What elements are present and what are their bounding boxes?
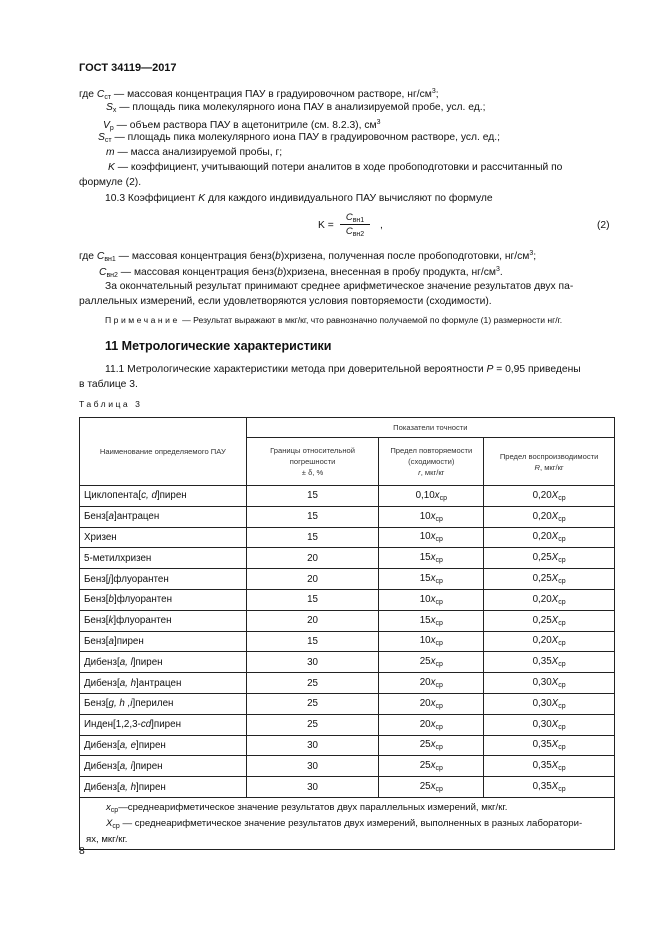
pah-name: Бенз[a]пирен [80,631,247,652]
reproducibility: $0,30X_{ср}$ [484,693,615,714]
repeatability: $25x_{ср}$ [379,777,484,798]
definition-line: $V_р$ — объем раствора ПАУ в ацетонитриле (см. 8.2.3), $см^3$ [103,119,381,132]
table-row [80,735,615,756]
formula-definition-line: $C_{вн2}$ — массовая концентрация бенз(b)хризена, внесенная в пробу продукта, $нг/см^3$. [99,266,503,279]
repeatability: $20x_{ср}$ [379,714,484,735]
table-row [80,569,615,590]
reproducibility: $0,35X_{ср}$ [484,735,615,756]
reproducibility: $0,25X_{ср}$ [484,548,615,569]
table-caption: Таблица 3 [79,399,143,409]
definition-line: K — коэффициент, учитывающий потери аналитов в ходе пробоподготовки и рассчитанный по [108,162,563,173]
repeatability: $15x_{ср}$ [379,610,484,631]
paragraph-10-3: 10.3 Коэффициент K для каждого индивидуального ПАУ вычисляют по формуле [105,193,493,204]
pah-name: Бенз[k]флуорантен [80,610,247,631]
reproducibility: $0,35X_{ср}$ [484,652,615,673]
pah-name: Хризен [80,527,247,548]
reproducibility: $0,20X_{ср}$ [484,589,615,610]
final-result-paragraph-cont: раллельных измерений, если удовлетворяются условия повторяемости (сходимости). [79,296,492,307]
definition-line: где $C_{ст}$ — массовая концентрация ПАУ в градуировочном растворе, $нг/см^3$; [79,88,439,101]
error-bound: 20 [246,610,379,631]
table-row [80,631,615,652]
pah-name: Бенз[b]флуорантен [80,589,247,610]
repeatability: $20x_{ср}$ [379,673,484,694]
pah-name: 5-метилхризен [80,548,247,569]
section-title: 11 Метрологические характеристики [105,339,332,353]
repeatability: $10x_{ср}$ [379,506,484,527]
header-name: Наименование определяемого ПАУ [80,418,247,486]
table-row [80,527,615,548]
pah-name: Бенз[j]флуорантен [80,569,247,590]
error-bound: 15 [246,527,379,548]
table-row [80,652,615,673]
pah-name: Дибенз[a, e]пирен [80,735,247,756]
error-bound: 30 [246,777,379,798]
table-footnote: $x_{ср}—среднеарифметическое$ значение результатов двух параллельных измерений, мкг/кг. $X_{ср}$ — среднеарифметическое значение результатов двух измерений, выполненных в разных лаборатори- ях, мкг/кг. [80,797,615,849]
reproducibility: $0,25X_{ср}$ [484,569,615,590]
reproducibility: $0,25X_{ср}$ [484,610,615,631]
header-reproducibility: Предел воспроизводимости R, мкг/кг [484,438,615,486]
repeatability: $15x_{ср}$ [379,548,484,569]
error-bound: 20 [246,548,379,569]
pah-name: Инден[1,2,3-cd]пирен [80,714,247,735]
table-row [80,486,615,507]
repeatability: $25x_{ср}$ [379,756,484,777]
reproducibility: $0,20X_{ср}$ [484,506,615,527]
paragraph-11-1: 11.1 Метрологические характеристики метода при доверительной вероятности P = 0,95 приведены [105,364,581,375]
error-bound: 25 [246,673,379,694]
reproducibility: $0,20X_{ср}$ [484,486,615,507]
definition-line: $S_x$ — площадь пика молекулярного иона ПАУ в анализируемой пробе, усл. ед.; [106,102,486,114]
table-row [80,506,615,527]
metrology-table [79,417,615,850]
header-error-bounds: Границы относительной погрешности ± δ, % [246,438,379,486]
error-bound: 30 [246,735,379,756]
table-row [80,693,615,714]
table-row [80,673,615,694]
repeatability: $15x_{ср}$ [379,569,484,590]
document-page: ГОСТ 34119—2017 где $C_{ст}$ — массовая концентрация ПАУ в градуировочном растворе, $нг/см^3$; $S_x$ — площадь пика молекулярного иона ПАУ в анализируемой пробе, усл. ед.; $V_р$ — объем раствора ПАУ в ацетонитриле (см. 8.2.3), $см^3$ $S_{ст}$ — площадь пика молекулярного иона ПАУ в градуировочном растворе, усл. ед.; m — масса анализируемой пробы, г; K — коэффициент, учитывающий потери аналитов в ходе пробоподготовки и рассчитанный по формуле (2). 10.3 Коэффициент K для каждого индивидуального ПАУ вычисляют по формуле K = $C_{вн1}$ $C_{вн2}$ , (2) где $C_{вн1}$ — массовая концентрация бенз(b)хризена, полученная после пробоподготовки, $нг/см^3$; $C_{вн2}$ — массовая концентрация бенз(b)хризена, внесенная в пробу продукта, $нг/см^3$. За окончательный результат принимают среднее арифметическое значение результатов двух па- раллельных измерений, если удовлетворяются условия повторяемости (сходимости). Примечание — Результат выражают в мкг/кг, что равнозначно получаемой по формуле (1) размерности нг/г. 11 Метрологические характеристики 11.1 Метрологические характеристики метода при доверительной вероятности P = 0,95 приведены в таблице 3. Таблица 3 Наименование определяемого ПАУ Показатели точности Границы относительной погрешности ± δ, % Предел повторяемости (сходимости) r, мкг/кг Предел воспроизводимости R, мкг/кг Циклопента[c, d]пирен 15 $0,10x_{ср}$ $0,20X_{ср}$ Бенз[a]антрацен 15 $10x_{ср}$ $0,20X_{ср}$ Хризен 15 $10x_{ср}$ $0,20X_{ср}$ 5-метилхризен 20 $15x_{ср}$ $0,25X_{ср}$ Бенз[j]флуорантен 20 $15x_{ср}$ $0,25X_{ср}$ Бенз[b]флуорантен 15 $10x_{ср}$ $0,20X_{ср}$ Бенз[k]флуорантен 20 $15x_{ср}$ $0,25X_{ср}$ Бенз[a]пирен 15 $10x_{ср}$ $0,20X_{ср}$ Дибенз[a, l]пирен 30 $25x_{ср}$ $0,35X_{ср}$ Дибенз[a, h]антрацен 25 $20x_{ср}$ $0,30X_{ср}$ Бенз[g, h ,i]перилен 25 $20x_{ср}$ $0,30X_{ср}$ Инден[1,2,3-cd]пирен 25 $20x_{ср}$ $0,30X_{ср}$ Дибенз[a, e]пирен 30 $25x_{ср}$ $0,35X_{ср}$ Дибенз[a, i]пирен 30 $25x_{ср}$ $0,35X_{ср}$ Дибенз[a, h]пирен 30 $25x_{ср}$ $0,35X_{ср}$ $x_{ср}—среднеарифметическое$ значение результатов двух параллельных измерений, мкг/кг. $X_{ср}$ — среднеарифметическое значение результатов двух измерений, выполненных в разных лаборатори- ях, мкг/кг. 8 [0,0,661,935]
pah-name: Бенз[g, h ,i]перилен [80,693,247,714]
paragraph-11-1-cont: в таблице 3. [79,379,138,390]
pah-name: Дибенз[a, h]антрацен [80,673,247,694]
error-bound: 20 [246,569,379,590]
repeatability: $0,10x_{ср}$ [379,486,484,507]
pah-name: Дибенз[a, l]пирен [80,652,247,673]
table-row [80,756,615,777]
definition-continuation: формуле (2). [79,177,142,188]
repeatability: $20x_{ср}$ [379,693,484,714]
reproducibility: $0,20X_{ср}$ [484,631,615,652]
error-bound: 15 [246,631,379,652]
table-row [80,589,615,610]
formula-number: (2) [597,220,610,231]
repeatability: $10x_{ср}$ [379,527,484,548]
definition-line: m — масса анализируемой пробы, г; [106,147,283,158]
final-result-paragraph: За окончательный результат принимают среднее арифметическое значение результатов двух па- [105,281,574,292]
page-number: 8 [79,846,85,857]
header-accuracy: Показатели точности [246,418,614,438]
pah-name: Циклопента[c, d]пирен [80,486,247,507]
error-bound: 15 [246,506,379,527]
table-row [80,548,615,569]
table-row [80,714,615,735]
formula-definition-line: где $C_{вн1}$ — массовая концентрация бенз(b)хризена, полученная после пробоподготовки, $нг/см^3$; [79,250,537,263]
pah-name: Дибенз[a, h]пирен [80,777,247,798]
reproducibility: $0,30X_{ср}$ [484,714,615,735]
error-bound: 15 [246,486,379,507]
repeatability: $25x_{ср}$ [379,735,484,756]
reproducibility: $0,30X_{ср}$ [484,673,615,694]
repeatability: $10x_{ср}$ [379,631,484,652]
repeatability: $10x_{ср}$ [379,589,484,610]
table-row [80,777,615,798]
document-header: ГОСТ 34119—2017 [79,62,177,74]
error-bound: 30 [246,652,379,673]
table-row [80,610,615,631]
note: Примечание — Результат выражают в мкг/кг, что равнозначно получаемой по формуле (1) размерности нг/г. [105,315,563,325]
header-repeatability: Предел повторяемости (сходимости) r, мкг/кг [379,438,484,486]
repeatability: $25x_{ср}$ [379,652,484,673]
reproducibility: $0,20X_{ср}$ [484,527,615,548]
reproducibility: $0,35X_{ср}$ [484,756,615,777]
error-bound: 25 [246,714,379,735]
pah-name: Дибенз[a, i]пирен [80,756,247,777]
pah-name: Бенз[a]антрацен [80,506,247,527]
error-bound: 15 [246,589,379,610]
error-bound: 30 [246,756,379,777]
definition-line: $S_{ст}$ — площадь пика молекулярного иона ПАУ в градуировочном растворе, усл. ед.; [98,132,500,144]
reproducibility: $0,35X_{ср}$ [484,777,615,798]
error-bound: 25 [246,693,379,714]
